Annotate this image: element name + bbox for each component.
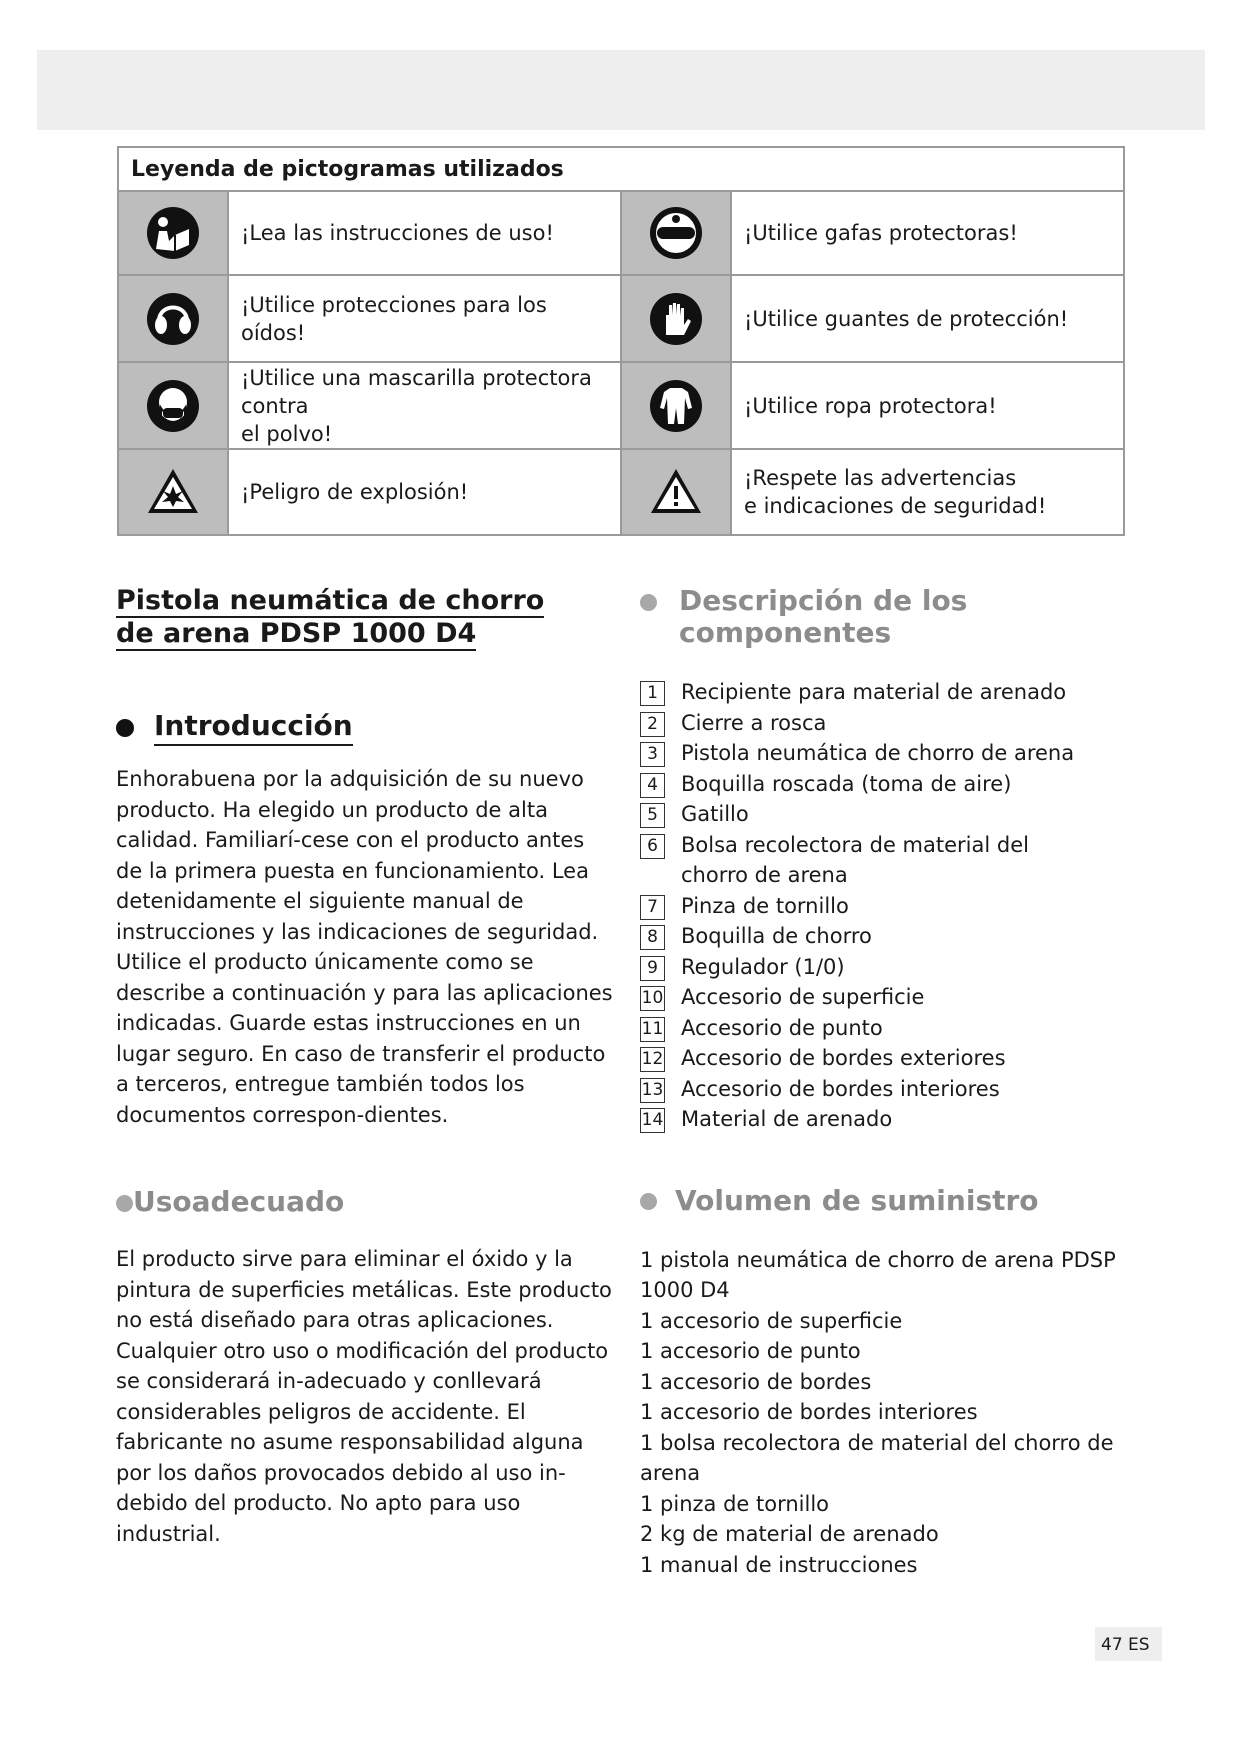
list-item: 1 pinza de tornillo [640, 1491, 830, 1516]
use-heading: Usoadecuado [116, 1186, 616, 1218]
list-item: 10 Accesorio de superficie [641, 985, 925, 1009]
explosion-hazard-icon [119, 450, 229, 534]
legend-row [119, 276, 1123, 363]
list-item: 1 bolsa recolectora de material del chorro de arena [640, 1430, 1114, 1485]
list-item: 7 Pinza de tornillo [640, 891, 1140, 922]
page-number: 47 ES [1095, 1627, 1162, 1661]
intro-text: Enhorabuena por la adquisición de su nuevo producto. Ha elegido un producto de alta calidad. Familiarí-cese con el producto antes de la primera puesta en funcionamiento. Lea detenidamente el siguiente manual de instrucciones y las indicaciones de seguridad. Utilice el producto únicamente como se describe a continuación y para las aplicaciones indicadas. Guarde estas instrucciones en un lugar seguro. En caso de transferir el producto a terceros, entregue también todos los documentos correspon-dientes. [116, 767, 613, 1127]
supply-heading: Volumen de suministro [640, 1185, 1140, 1217]
pictogram-legend-table [117, 146, 1125, 536]
components-heading: Descripción de los componentes [640, 585, 1140, 649]
list-item: 2 Cierre a rosca [640, 708, 1140, 739]
legend-text: ¡Utilice guantes de protección! [744, 306, 1069, 331]
list-item: 3 Pistola neumática de chorro de arena [640, 738, 1140, 769]
product-title-line1: Pistola neumática de chorro [116, 585, 545, 616]
legend-text: ¡Utilice protecciones para los oídos! [229, 276, 622, 361]
list-item: 12 Accesorio de bordes exteriores [641, 1046, 1006, 1070]
supply-list [640, 1245, 1140, 1581]
protective-clothing-icon [622, 363, 732, 448]
legend-row [119, 450, 1123, 534]
dust-mask-icon [119, 363, 229, 448]
list-item: 11 Accesorio de punto [641, 1015, 883, 1040]
legend-text: ¡Respete las advertencias e indicaciones de seguridad! [744, 466, 1047, 518]
list-item: 1 manual de instrucciones [640, 1552, 918, 1577]
product-title [116, 585, 616, 651]
legend-row [119, 363, 1123, 450]
list-item: 5 Gatillo [640, 799, 1140, 830]
read-manual-icon [119, 192, 229, 274]
list-item: 1 accesorio de bordes interiores [640, 1400, 978, 1424]
bullet-icon [116, 1195, 133, 1212]
bullet-icon [640, 1193, 657, 1210]
bullet-icon [640, 594, 657, 611]
list-item: 1 accesorio de punto [640, 1339, 861, 1363]
product-title-line2: de arena PDSP 1000 D4 [116, 618, 477, 649]
list-item: 14 Material de arenado [641, 1107, 893, 1131]
legend-row [119, 192, 1123, 276]
safety-goggles-icon [622, 192, 732, 274]
protective-gloves-icon [622, 276, 732, 361]
intro-heading: Introducción [116, 709, 616, 746]
warning-triangle-icon [622, 450, 732, 534]
list-item: 4 Boquilla roscada (toma de aire) [640, 769, 1140, 800]
list-item: 9 Regulador (1/0) [640, 952, 1140, 983]
list-item: 2 kg de material de arenado [640, 1522, 939, 1546]
list-item: 1 accesorio de bordes [640, 1369, 872, 1394]
right-column [640, 585, 1140, 1580]
list-item: 6 Bolsa recolectora de material del chorro de arena [640, 830, 1140, 891]
left-column [116, 585, 616, 1549]
list-item: 13 Accesorio de bordes interiores [641, 1076, 1000, 1101]
list-item: 1 accesorio de superficie [640, 1308, 903, 1333]
ear-protection-icon [119, 276, 229, 361]
list-item: 8 Boquilla de chorro [640, 921, 1140, 952]
components-list [640, 677, 1140, 1135]
list-item: 1 Recipiente para material de arenado [640, 677, 1140, 708]
list-item: 1 pistola neumática de chorro de arena PDSP 1000 D4 [640, 1247, 1116, 1302]
use-text: El producto sirve para eliminar el óxido y la pintura de superficies metálicas. Este producto no está diseñado para otras aplicaciones. Cualquier otro uso o modificación del producto se considerará in-adecuado y conllevará considerables peligros de accidente. El fabricante no asume responsabilidad alguna por los daños provocados debido al uso in-debido del producto. No apto para uso industrial. [116, 1247, 612, 1546]
header-band [37, 50, 1205, 130]
bullet-icon [116, 719, 134, 737]
legend-text: ¡Utilice ropa protectora! [744, 393, 997, 418]
legend-text: ¡Utilice gafas protectoras! [744, 221, 1018, 245]
legend-text: ¡Lea las instrucciones de uso! [229, 192, 622, 274]
legend-text: ¡Utilice una mascarilla protectora contra el polvo! [229, 363, 622, 448]
legend-text: ¡Peligro de explosión! [229, 450, 622, 534]
legend-title: Leyenda de pictogramas utilizados [119, 148, 1123, 192]
